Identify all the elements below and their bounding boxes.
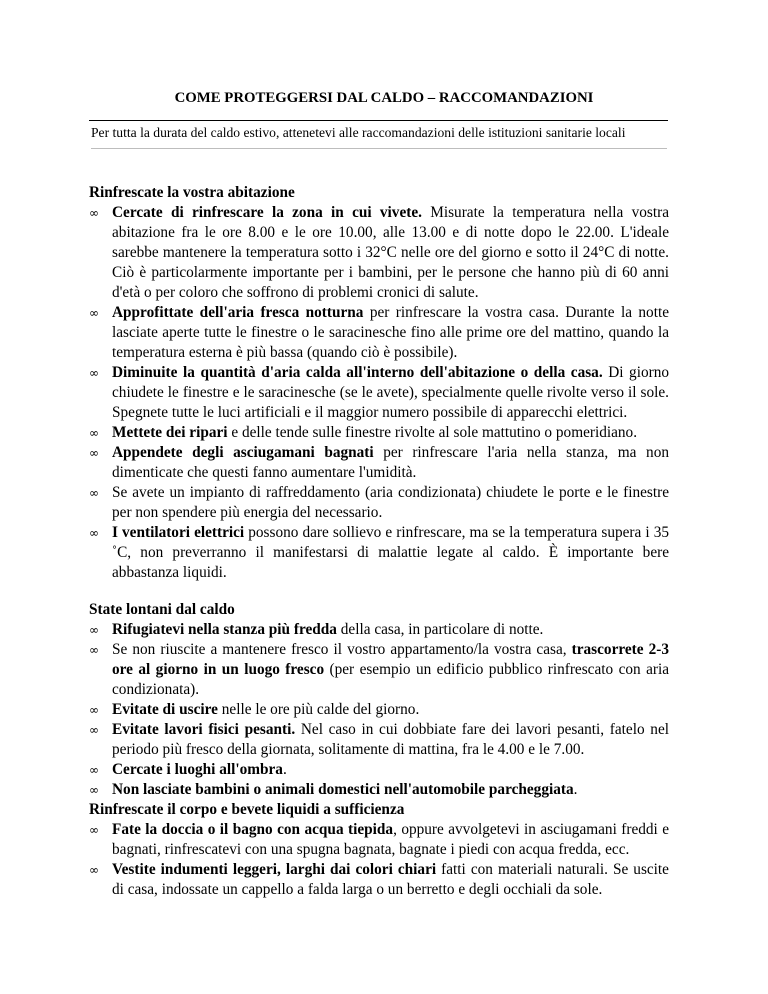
- item-bold-text: trascorrete 2-3 ore al giorno in un luogo fresco: [112, 641, 669, 678]
- item-text: .: [282, 761, 287, 778]
- item-text: , oppure avvolgetevi in asciugamani freddi e bagnati, rinfrescatevi con una spugna bagnata, bagnate i piedi con acqua fredda, ecc.: [112, 821, 670, 858]
- bullet-icon: ∞: [89, 486, 99, 500]
- item-text: della casa, in particolare di notte.: [336, 621, 544, 638]
- intro-text: Per tutta la durata del caldo estivo, attenetevi alle raccomandazioni delle istituzioni sanitarie locali: [91, 125, 626, 140]
- list-item: [89, 620, 669, 640]
- list-item: [89, 760, 669, 780]
- item-bold-text: Cercate i luoghi all'ombra: [112, 761, 283, 778]
- bullet-icon: ∞: [89, 723, 99, 737]
- item-text: fatti con materiali naturali. Se uscite di casa, indossate un cappello a falda larga o un berretto e degli occhiali da sole.: [112, 861, 669, 898]
- list-item: [89, 820, 669, 860]
- bullet-icon: ∞: [89, 206, 99, 220]
- item-text: Misurate la temperatura nella vostra abitazione fra le ore 8.00 e le ore 10.00, alle 13.00 e di notte dopo le 22.00. L'ideale sarebbe mantenere la temperatura sotto i 32°C nelle ore del giorno e sotto il 24°C di notte. Ciò è particolarmente importante per i bambini, per le persone che hanno più di 60 anni d'età o per coloro che soffrono di problemi cronici di salute.: [112, 204, 669, 301]
- item-text: per rinfrescare l'aria nella stanza, ma non dimenticate che questi fanno aumentare l'umidità.: [112, 444, 669, 481]
- list-item: [89, 523, 669, 583]
- bullet-icon: ∞: [89, 823, 99, 837]
- list-item: [89, 720, 669, 760]
- bullet-icon: ∞: [89, 623, 99, 637]
- bullet-icon: ∞: [89, 703, 99, 717]
- item-bold-text: Evitate lavori fisici pesanti.: [112, 721, 296, 738]
- bullet-icon: ∞: [89, 426, 99, 440]
- item-bold-text: Non lasciate bambini o animali domestici nell'automobile parcheggiata: [112, 781, 574, 798]
- list-item: [89, 303, 669, 363]
- item-text: Nel caso in cui dobbiate fare dei lavori pesanti, fatelo nel periodo più fresco della giornata, solitamente di mattina, fra le 4.00 e le 7.00.: [112, 721, 669, 758]
- section-home-cooling: [89, 183, 669, 583]
- item-bold-text: Evitate di uscire: [112, 701, 218, 718]
- item-text: Se avete un impianto di raffreddamento (aria condizionata) chiudete le porte e le finestre per non spendere più energia del necessario.: [112, 484, 669, 521]
- recommendation-list: [89, 820, 669, 900]
- section-cool-body-drink: [89, 800, 669, 900]
- list-item: [89, 780, 669, 800]
- bullet-icon: ∞: [89, 446, 99, 460]
- list-item: [89, 443, 669, 483]
- bullet-icon: ∞: [89, 526, 99, 540]
- item-bold-text: Cercate di rinfrescare la zona in cui vivete.: [112, 204, 422, 221]
- item-text: possono dare sollievo e rinfrescare, ma se la temperatura supera i 35 ˚C, non preverranno il manifestarsi di malattie legate al caldo. È importante bere abbastanza liquidi.: [112, 524, 670, 581]
- bullet-icon: ∞: [89, 763, 99, 777]
- recommendation-list: [89, 620, 669, 800]
- bullet-icon: ∞: [89, 863, 99, 877]
- item-bold-text: I ventilatori elettrici: [112, 524, 245, 541]
- item-bold-text: Fate la doccia o il bagno con acqua tiepida: [112, 821, 394, 838]
- section-heading: Rinfrescate il corpo e bevete liquidi a sufficienza: [89, 801, 405, 818]
- item-text: .: [573, 781, 578, 798]
- list-item: [89, 483, 669, 523]
- item-bold-text: Appendete degli asciugamani bagnati: [112, 444, 374, 461]
- document-title: COME PROTEGGERSI DAL CALDO – RACCOMANDAZIONI: [174, 90, 594, 106]
- item-bold-text: Rifugiatevi nella stanza più fredda: [112, 621, 337, 638]
- item-text: per rinfrescare la vostra casa. Durante la notte lasciate aperte tutte le finestre o le saracinesche fino alle prime ore del mattino, quando la temperatura esterna è più bassa (quando ciò è possibile).: [112, 304, 669, 361]
- section-heading: Rinfrescate la vostra abitazione: [89, 184, 295, 201]
- item-bold-text: Mettete dei ripari: [112, 424, 228, 441]
- bullet-icon: ∞: [89, 643, 99, 657]
- bullet-icon: ∞: [89, 306, 99, 320]
- item-bold-text: Approfittate dell'aria fresca notturna: [112, 304, 364, 321]
- title-rule: [89, 120, 668, 121]
- list-item: [89, 640, 669, 700]
- list-item: [89, 860, 669, 900]
- list-item: [89, 700, 669, 720]
- item-bold-text: Diminuite la quantità d'aria calda all'interno dell'abitazione o della casa.: [112, 364, 603, 381]
- item-text: nelle le ore più calde del giorno.: [217, 701, 420, 718]
- item-text: (per esempio un edificio pubblico rinfrescato con aria condizionata).: [112, 661, 669, 698]
- item-text: e delle tende sulle finestre rivolte al sole mattutino o pomeridiano.: [227, 424, 638, 441]
- section-heading: State lontani dal caldo: [89, 601, 235, 618]
- bullet-icon: ∞: [89, 783, 99, 797]
- recommendation-list: [89, 203, 669, 583]
- section-stay-away-from-heat: [89, 600, 669, 800]
- item-text: Se non riuscite a mantenere fresco il vostro appartamento/la vostra casa,: [112, 641, 572, 658]
- list-item: [89, 363, 669, 423]
- list-item: [89, 423, 669, 443]
- item-text: Di giorno chiudete le finestre e le saracinesche (se le avete), specialmente quelle rivolte verso il sole. Spegnete tutte le luci artificiali e il maggior numero possibile di apparecchi elettrici.: [112, 364, 669, 421]
- bullet-icon: ∞: [89, 366, 99, 380]
- item-bold-text: Vestite indumenti leggeri, larghi dai colori chiari: [112, 861, 437, 878]
- intro-separator: [91, 148, 667, 149]
- list-item: [89, 203, 669, 303]
